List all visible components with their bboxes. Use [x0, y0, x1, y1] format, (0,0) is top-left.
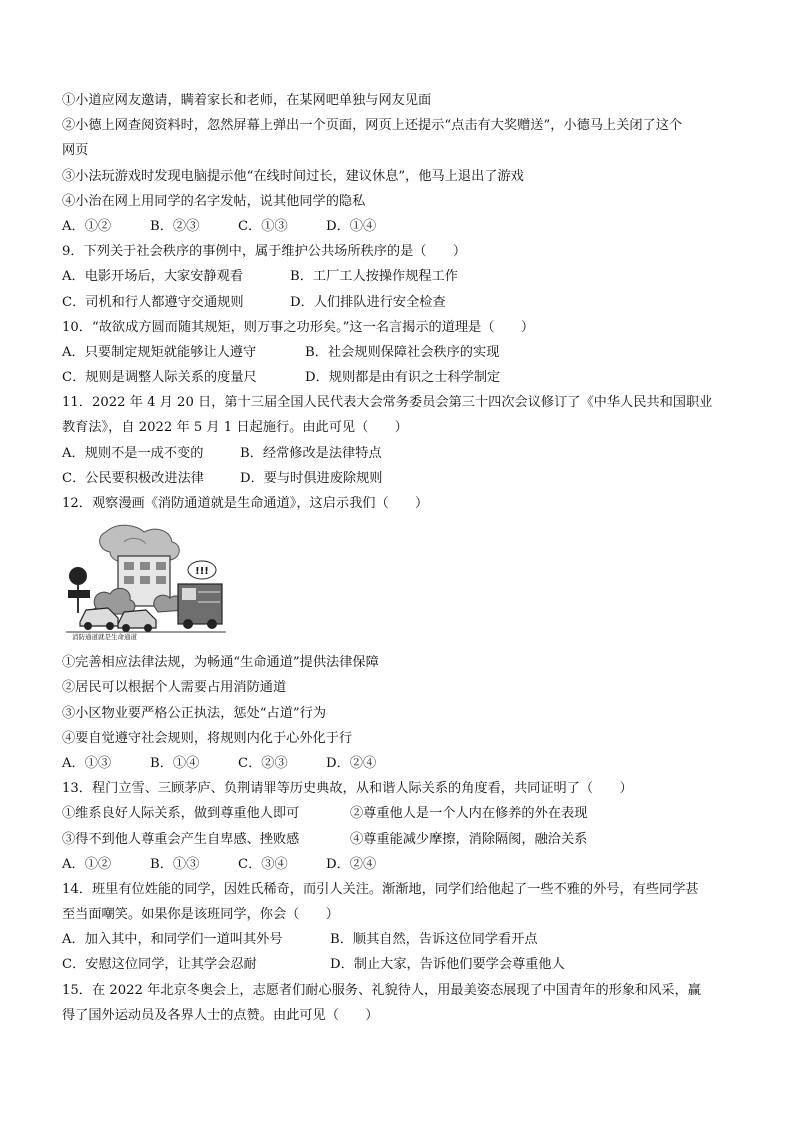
q9-options-row-1 [62, 264, 742, 289]
q13-items-row-1 [62, 801, 742, 826]
q9-stem: 9．下列关于社会秩序的事例中，属于维护公共场所秩序的是（ ） [62, 244, 467, 260]
q11-options-row-1 [62, 441, 742, 466]
q10-stem: 10．“故欲成方圆而随其规矩，则万事之功形矣。”这一名言揭示的道理是（ ） [62, 319, 535, 335]
q12-option-d[interactable]: D．②④ [326, 755, 377, 771]
q11-stem-line-1: 11．2022 年 4 月 20 日，第十三届全国人民代表大会常务委员会第三十四次会议修订了《中华人民共和国职业 [62, 395, 713, 411]
q10-option-b[interactable]: B．社会规则保障社会秩序的实现 [305, 344, 500, 360]
q9-option-c[interactable]: C．司机和行人都遵守交通规则 [62, 294, 244, 310]
q13-item-1: ①维系良好人际关系，做到尊重他人即可 [62, 806, 300, 822]
q13-stem: 13．程门立雪、三顾茅庐、负荆请罪等历史典故，从和谐人际关系的角度看，共同证明了（ ） [62, 781, 633, 797]
q13-options [62, 852, 742, 877]
q10-option-c[interactable]: C．规则是调整人际关系的度量尺 [62, 370, 257, 386]
q8-option-a[interactable]: A．①② [62, 218, 112, 234]
q14-option-b[interactable]: B．顺其自然，告诉这位同学看开点 [330, 932, 538, 948]
q12-item-4: ④要自觉遵守社会规则，将规则内化于心外化于行 [62, 730, 353, 746]
q14-stem-line-1: 14．班里有位姓能的同学，因姓氏稀奇，而引人关注。渐渐地，同学们给他起了一些不雅的外号，有些同学甚 [62, 881, 699, 897]
q8-options [62, 214, 742, 239]
q12-option-b[interactable]: B．①④ [150, 755, 200, 771]
q11-stem-line-2: 教育法》，自 2022 年 5 月 1 日起施行。由此可见（ ） [62, 420, 408, 436]
q8-item-4: ④小治在网上用同学的名字发帖，说其他同学的隐私 [62, 193, 366, 209]
q8-item-1: ①小道应网友邀请，瞒着家长和老师，在某网吧单独与网友见面 [62, 93, 432, 108]
q10-options-row-1 [62, 340, 742, 365]
q14-option-c[interactable]: C．安慰这位同学，让其学会忍耐 [62, 957, 257, 973]
q13-items-row-2 [62, 827, 742, 852]
q10-options-row-2 [62, 365, 742, 390]
q9-option-a[interactable]: A．电影开场后，大家安静观看 [62, 269, 243, 285]
q8-option-b[interactable]: B．②③ [150, 218, 200, 234]
q8-option-d[interactable]: D．①④ [326, 218, 377, 234]
q14-options-row-1 [62, 927, 742, 952]
q13-option-c[interactable]: C．③④ [238, 856, 288, 872]
q13-item-2: ②尊重他人是一个人内在修养的外在表现 [350, 806, 588, 822]
q14-options-row-2 [62, 952, 742, 977]
comic-caption: 消防通道就是生命通道 [72, 633, 137, 641]
q14-stem-line-2: 至当面嘲笑。如果你是该班同学，你会（ ） [62, 907, 339, 923]
q9-option-b[interactable]: B．工厂工人按操作规程工作 [290, 269, 458, 285]
q9-options-row-2 [62, 290, 742, 315]
q13-option-d[interactable]: D．②④ [326, 856, 377, 872]
q15-stem-line-1: 15．在 2022 年北京冬奥会上，志愿者们耐心服务、礼貌待人，用最美姿态展现了中国青年的形象和风采，赢 [62, 982, 701, 998]
q12-options [62, 751, 742, 776]
q11-option-a[interactable]: A．规则不是一成不变的 [62, 445, 204, 461]
q12-option-a[interactable]: A．①③ [62, 755, 112, 771]
q12-item-1: ①完善相应法律法规，为畅通“生命通道”提供法律保障 [62, 655, 379, 671]
q11-option-c[interactable]: C．公民要积极改进法律 [62, 470, 204, 486]
comic-exclaim: !!! [195, 566, 209, 578]
q10-option-d[interactable]: D．规则都是由有识之士科学制定 [305, 370, 501, 386]
q8-item-3: ③小法玩游戏时发现电脑提示他“在线时间过长，建议休息”，他马上退出了游戏 [62, 168, 524, 184]
q11-option-d[interactable]: D．要与时俱进废除规则 [240, 470, 383, 486]
q10-option-a[interactable]: A．只要制定规矩就能够让人遵守 [62, 344, 257, 360]
q12-item-3: ③小区物业要严格公正执法，惩处“占道”行为 [62, 705, 327, 721]
q11-options-row-2 [62, 466, 742, 491]
q14-option-a[interactable]: A．加入其中，和同学们一道叫其外号 [62, 932, 283, 948]
q11-option-b[interactable]: B．经常修改是法律特点 [240, 445, 382, 461]
q12-option-c[interactable]: C．②③ [238, 755, 288, 771]
q13-item-3: ③得不到他人尊重会产生自卑感、挫败感 [62, 831, 300, 847]
q8-item-2: ②小德上网查阅资料时，忽然屏幕上弹出一个页面，网页上还提示“点击有大奖赠送”，小德马上关闭了这个 [62, 118, 683, 134]
q13-option-a[interactable]: A．①② [62, 856, 112, 872]
q13-option-b[interactable]: B．①③ [150, 856, 200, 872]
fire-lane-comic-image [66, 522, 226, 640]
q9-option-d[interactable]: D．人们排队进行安全检查 [290, 294, 446, 310]
q8-option-c[interactable]: C．①③ [238, 218, 288, 234]
page-content [62, 88, 742, 1028]
q15-stem-line-2: 得了国外运动员及各界人士的点赞。由此可见（ ） [62, 1007, 379, 1023]
q14-option-d[interactable]: D．制止大家，告诉他们要学会尊重他人 [330, 957, 565, 973]
q12-item-2: ②居民可以根据个人需要占用消防通道 [62, 680, 287, 696]
q13-item-4: ④尊重能减少摩擦，消除隔阂，融洽关系 [350, 831, 588, 847]
q8-item-2-wrap: 网页 [62, 143, 89, 159]
q12-stem: 12．观察漫画《消防通道就是生命通道》，这启示我们（ ） [62, 496, 429, 511]
